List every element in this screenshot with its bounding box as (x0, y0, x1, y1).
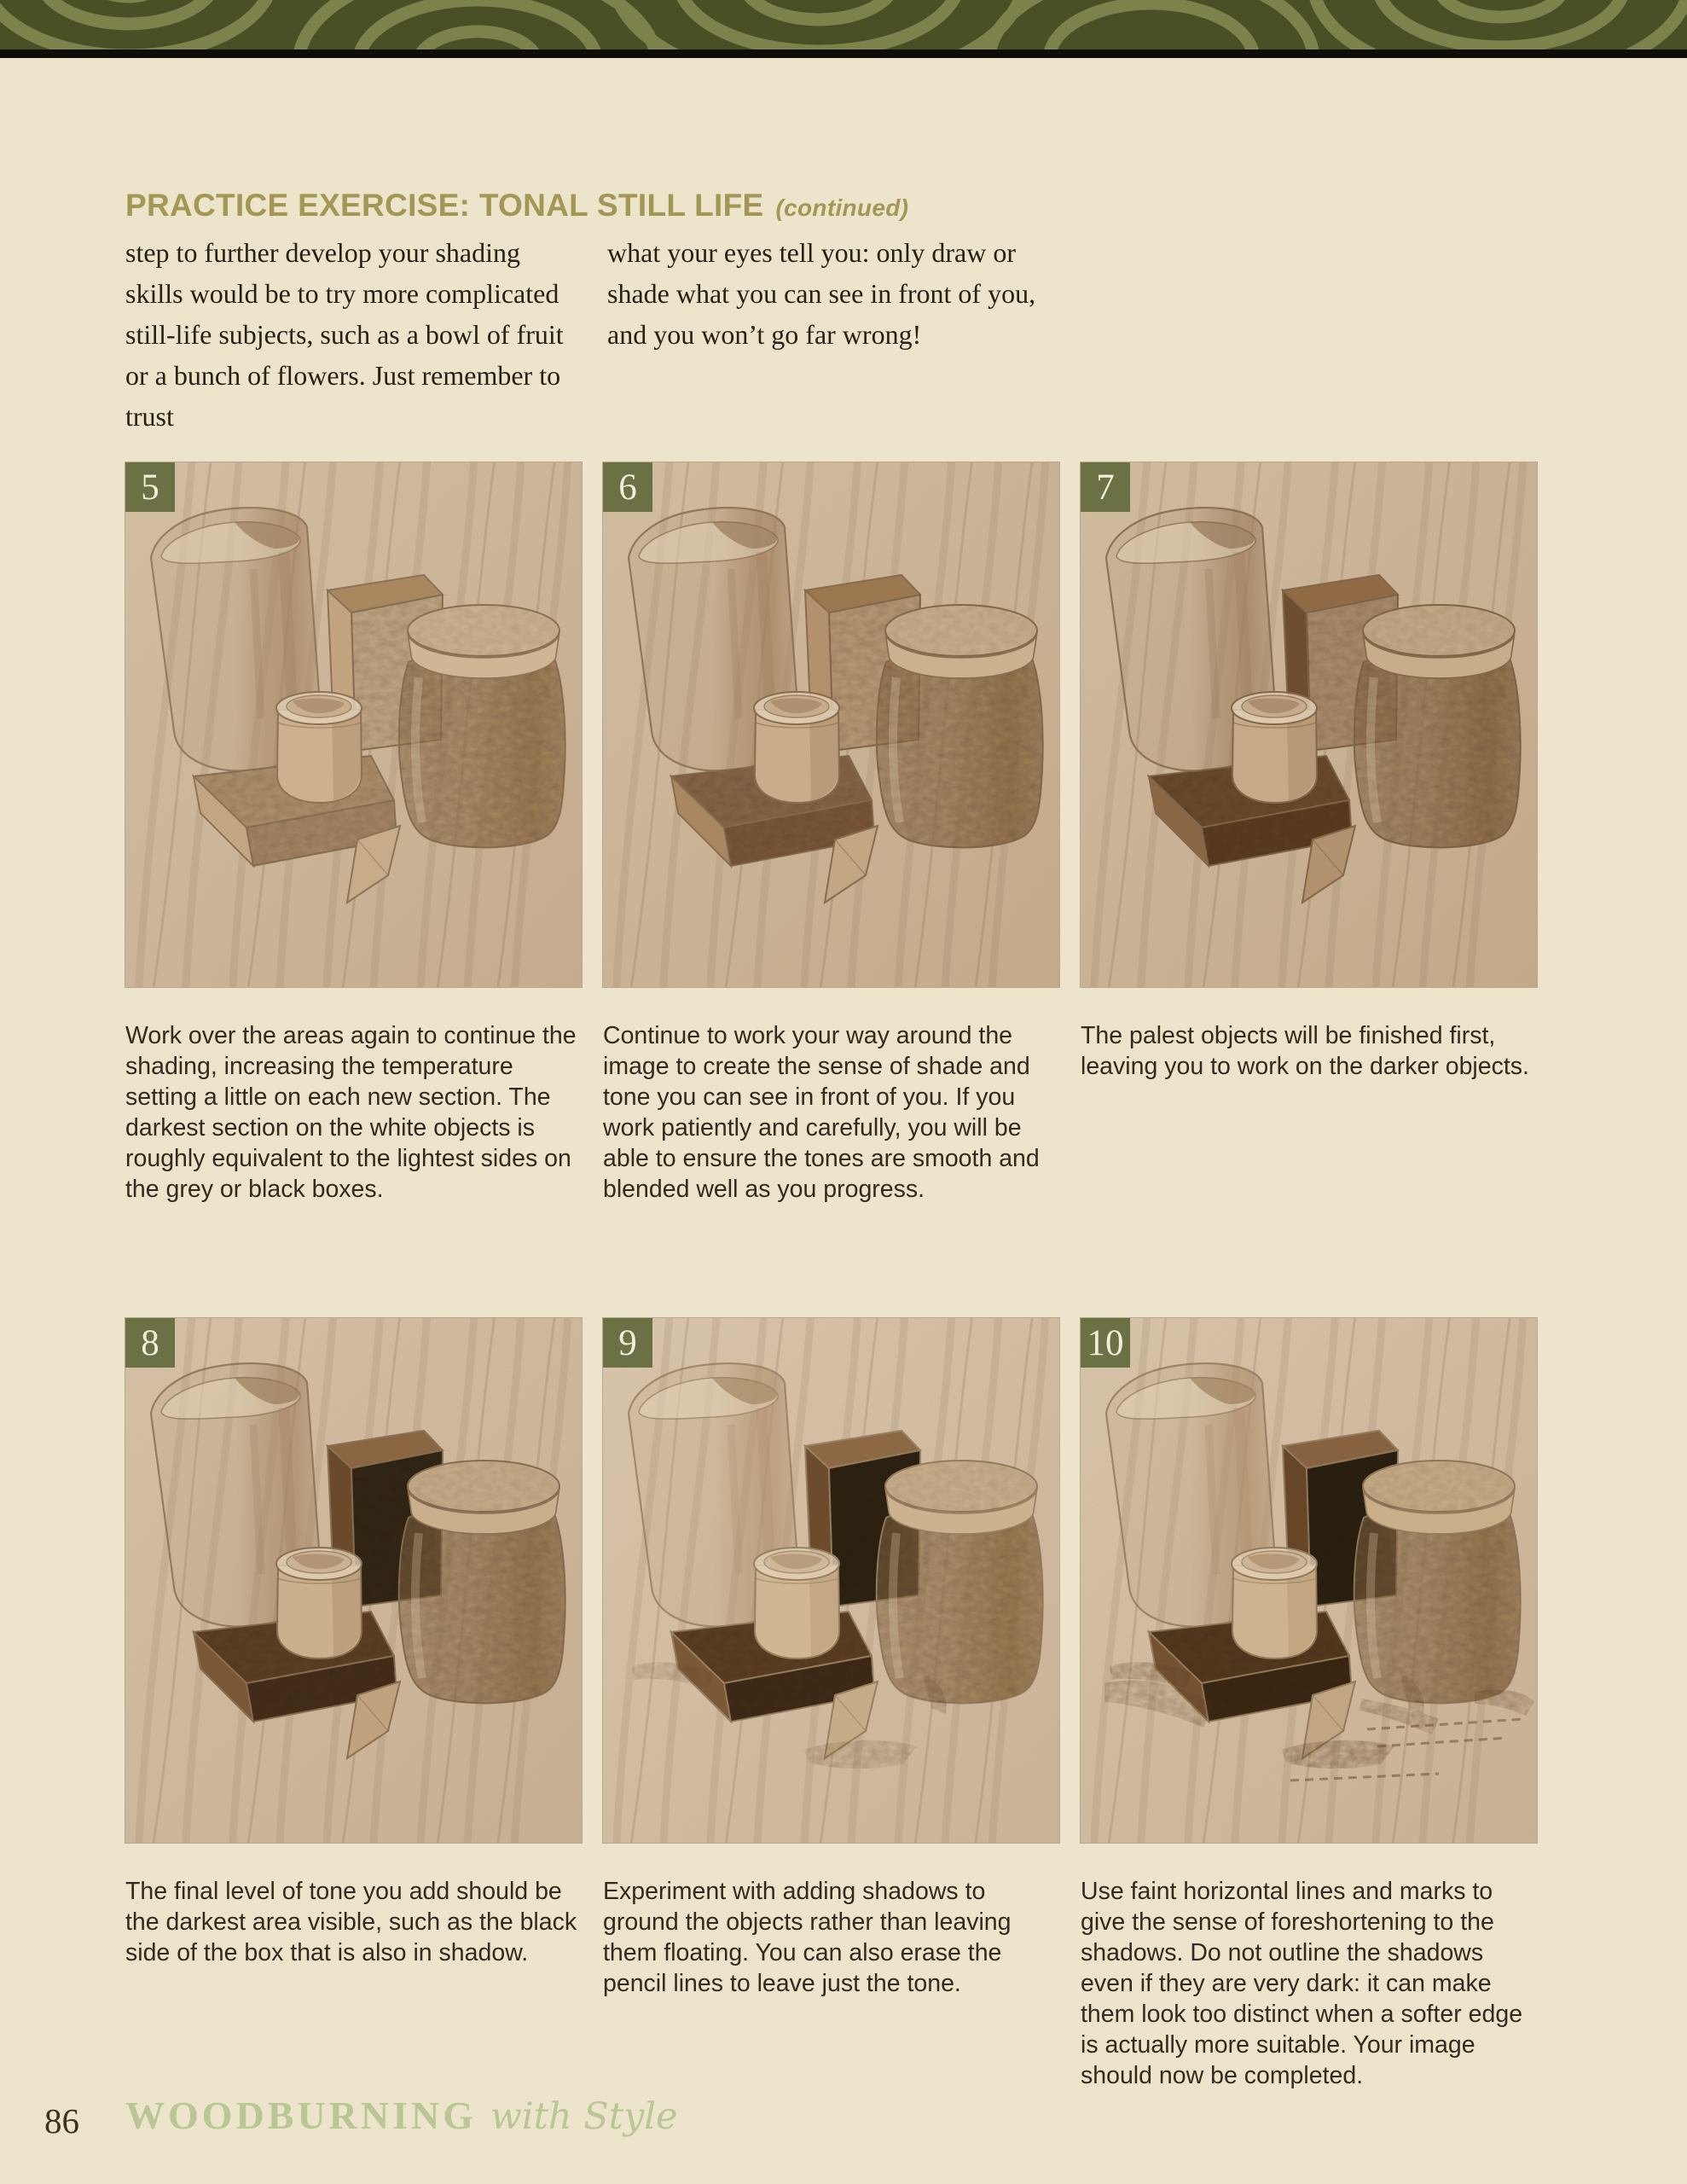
intro-column-left: step to further develop your shading skills would be to try more complicated still-life subjects, such as a bowl of fruit or a bunch of flowers. Just remember to trust (125, 237, 564, 432)
step-number-badge: 5 (125, 462, 175, 512)
figure-step-7 (1081, 462, 1537, 1318)
figure-step-5 (125, 462, 582, 1318)
still-life-photo (125, 1318, 582, 1843)
intro-paragraph (125, 232, 1066, 437)
step-number-badge: 9 (603, 1318, 652, 1368)
step-number-badge: 6 (603, 462, 652, 512)
still-life-photo (1081, 462, 1537, 987)
step-caption: The palest objects will be finished first, leaving you to work on the darker objects. (1081, 1022, 1529, 1080)
page-number: 86 (44, 2101, 79, 2140)
still-life-photo (125, 462, 582, 987)
step-caption: The final level of tone you add should be the darkest area visible, such as the black side of the box that is also in shadow. (125, 1878, 577, 1966)
still-life-photo (1081, 1318, 1537, 1843)
step-number-badge: 10 (1081, 1318, 1130, 1368)
step-caption: Work over the areas again to continue the shading, increasing the temperature setting a little on each new section. The darkest section on the white objects is roughly equivalent to the lightest sides on the grey or black boxes. (125, 1022, 577, 1203)
step-caption: Continue to work your way around the image to create the sense of shade and tone you can see in front of you. If you work patiently and carefully, you will be able to ensure the tones are smooth and blended well as you progress. (603, 1022, 1040, 1203)
figure-step-10 (1081, 1318, 1537, 2174)
step-caption: Use faint horizontal lines and marks to give the sense of foreshortening to the shadows. Do not outline the shadows even if they are very dark: it can make them look too distinct when a softer edge is actually more suitable. Your image should now be completed. (1081, 1878, 1523, 2089)
still-life-photo (603, 1318, 1059, 1843)
footer-logo-script: with Style (490, 2095, 678, 2138)
figure-step-8 (125, 1318, 582, 2174)
step-number-badge: 7 (1081, 462, 1130, 512)
band-rule (0, 49, 1687, 58)
page-title (125, 188, 908, 224)
title-text: PRACTICE EXERCISE: TONAL STILL LIFE (125, 188, 764, 223)
title-continued: (continued) (775, 195, 909, 221)
figures-grid (125, 462, 1537, 2174)
still-life-photo (603, 462, 1059, 987)
decorative-woodgrain-band (0, 0, 1687, 49)
figure-step-6 (603, 462, 1059, 1318)
figure-step-9 (603, 1318, 1059, 2174)
step-caption: Experiment with adding shadows to ground the objects rather than leaving them floating. You can also erase the pencil lines to leave just the tone. (603, 1878, 1012, 1997)
step-number-badge: 8 (125, 1318, 175, 1368)
footer-logo-main: WOODBURNING (125, 2094, 478, 2137)
intro-column-right: what your eyes tell you: only draw or shade what you can see in front of you, and you won’t go far wrong! (607, 237, 1036, 350)
footer-logo (125, 2093, 677, 2138)
